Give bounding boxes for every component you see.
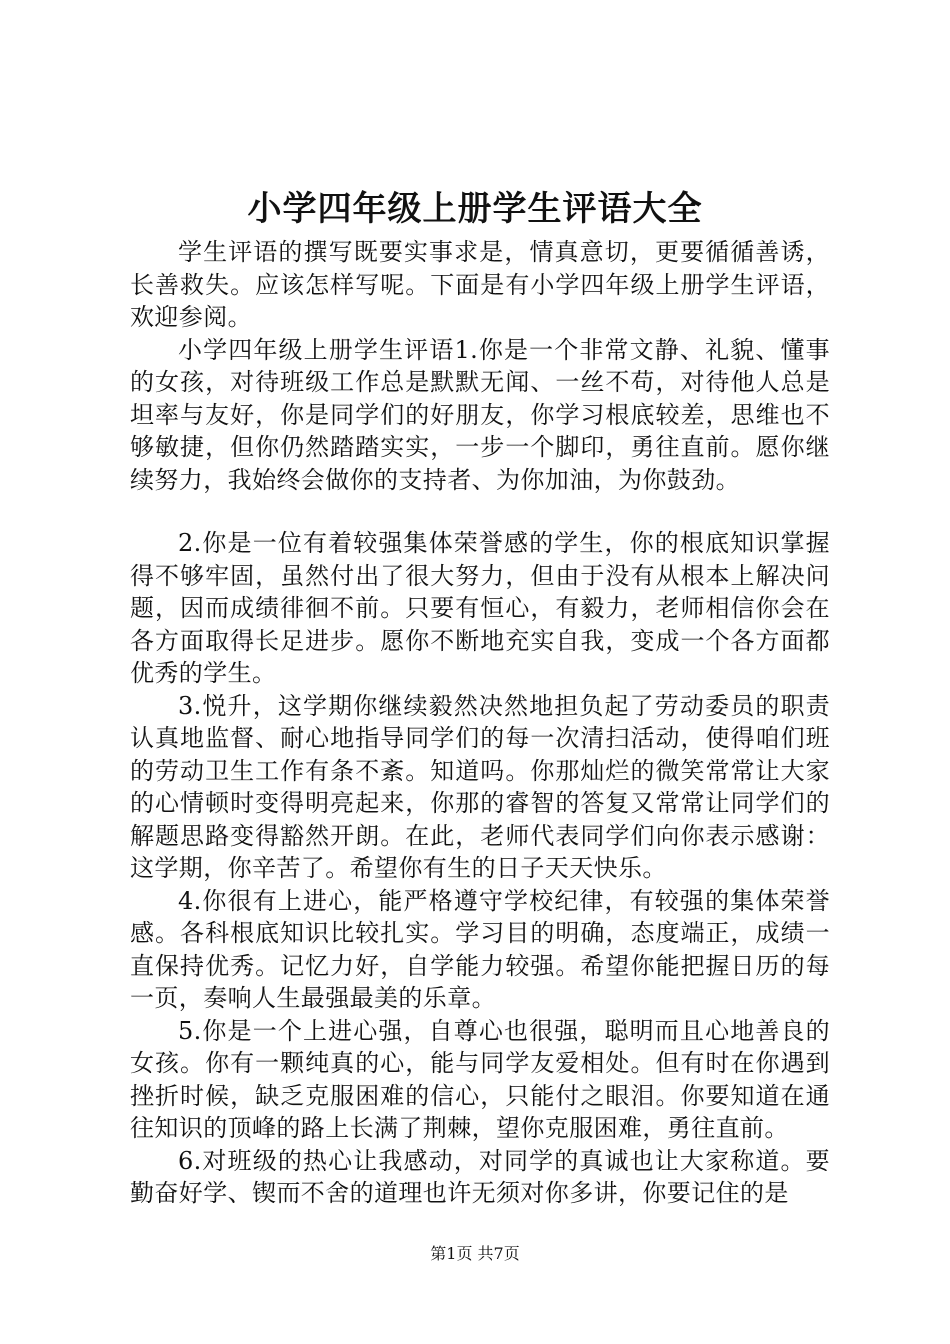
document-title: 小学四年级上册学生评语大全 <box>247 189 703 229</box>
page-number-footer: 第1页 共7页 <box>430 1244 520 1263</box>
document-body <box>130 236 830 1210</box>
intro-paragraph: 学生评语的撰写既要实事求是，情真意切，更要循循善诱，长善救失。应该怎样写呢。下面是有小学四年级上册学生评语，欢迎参阅。 <box>130 238 830 331</box>
comment-paragraph-1: 小学四年级上册学生评语1.你是一个非常文静、礼貌、懂事的女孩，对待班级工作总是默默无闻、一丝不苟，对待他人总是坦率与友好，你是同学们的好朋友，你学习根底较差，思维也不够敏捷，但你仍然踏踏实实，一步一个脚印，勇往直前。愿你继续努力，我始终会做你的支持者、为你加油，为你鼓劲。 <box>130 335 830 494</box>
comment-paragraph-4: 4.你很有上进心，能严格遵守学校纪律，有较强的集体荣誉感。各科根底知识比较扎实。学习目的明确，态度端正，成绩一直保持优秀。记忆力好，自学能力较强。希望你能把握日历的每一页，奏响人生最强最美的乐章。 <box>130 886 830 1012</box>
comment-paragraph-3: 3.悦升，这学期你继续毅然决然地担负起了劳动委员的职责认真地监督、耐心地指导同学们的每一次清扫活动，使得咱们班的劳动卫生工作有条不紊。知道吗。你那灿烂的微笑常常让大家的心情顿时变得明亮起来，你那的睿智的答复又常常让同学们的解题思路变得豁然开朗。在此，老师代表同学们向你表示感谢：这学期，你辛苦了。希望你有生的日子天天快乐。 <box>130 691 830 882</box>
comment-paragraph-2: 2.你是一位有着较强集体荣誉感的学生，你的根底知识掌握得不够牢固，虽然付出了很大努力，但由于没有从根本上解决问题，因而成绩徘徊不前。只要有恒心，有毅力，老师相信你会在各方面取得长足进步。愿你不断地充实自我，变成一个各方面都优秀的学生。 <box>130 529 830 687</box>
comment-paragraph-6: 6.对班级的热心让我感动，对同学的真诚也让大家称道。要勤奋好学、锲而不舍的道理也许无须对你多讲，你要记住的是 <box>130 1146 830 1207</box>
comment-paragraph-5: 5.你是一个上进心强，自尊心也很强，聪明而且心地善良的女孩。你有一颗纯真的心，能与同学友爱相处。但有时在你遇到挫折时候，缺乏克服困难的信心，只能付之眼泪。你要知道在通往知识的顶峰的路上长满了荆棘，望你克服困难，勇往直前。 <box>130 1016 830 1142</box>
